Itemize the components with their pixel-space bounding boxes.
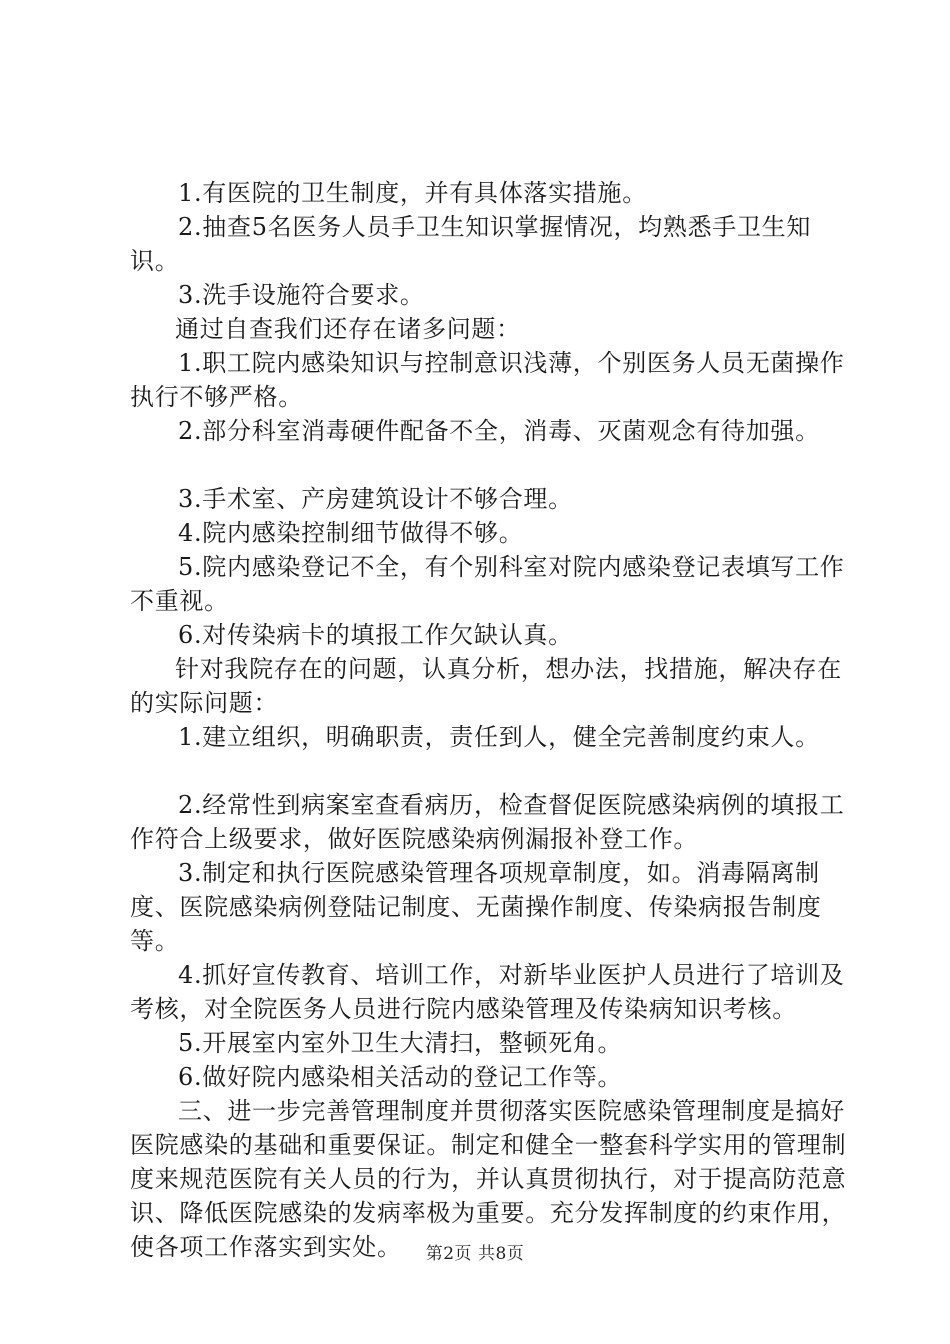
paragraph: 3.手术室、产房建筑设计不够合理。 [178, 485, 573, 513]
paragraph: 6.做好院内感染相关活动的登记工作等。 [178, 1063, 623, 1091]
paragraph: 2.抽查5名医务人员手卫生知识掌握情况，均熟悉手卫生知识。 [130, 213, 812, 275]
paragraph: 3.洗手设施符合要求。 [178, 281, 425, 309]
paragraph: 6.对传染病卡的填报工作欠缺认真。 [178, 621, 573, 649]
page-footer [0, 1243, 950, 1265]
paragraph: 针对我院存在的问题，认真分析，想办法，找措施，解决存在的实际问题： [130, 655, 842, 717]
paragraph: 通过自查我们还存在诸多问题： [175, 315, 521, 343]
paragraph: 4.院内感染控制细节做得不够。 [178, 519, 524, 547]
paragraph: 三、进一步完善管理制度并贯彻落实医院感染管理制度是搞好医院感染的基础和重要保证。制定和健全一整套科学实用的管理制度来规范医院有关人员的行为，并认真贯彻执行，对于提高防范意识、降低医院感染的发病率极为重要。充分发挥制度的约束作用，使各项工作落实到实处。 [130, 1097, 847, 1261]
paragraph: 2.经常性到病案室查看病历，检查督促医院感染病例的填报工作符合上级要求，做好医院感染病例漏报补登工作。 [130, 791, 845, 853]
paragraph: 1.职工院内感染知识与控制意识浅薄，个别医务人员无菌操作执行不够严格。 [130, 349, 845, 411]
page-number-label: 第2页 共8页 [425, 1244, 525, 1264]
paragraph: 1.有医院的卫生制度，并有具体落实措施。 [178, 179, 647, 207]
document-body [130, 176, 850, 1264]
paragraph: 2.部分科室消毒硬件配备不全，消毒、灭菌观念有待加强。 [178, 417, 820, 445]
paragraph: 1.建立组织，明确职责，责任到人，健全完善制度约束人。 [178, 723, 820, 751]
paragraph: 4.抓好宣传教育、培训工作，对新毕业医护人员进行了培训及考核，对全院医务人员进行院内感染管理及传染病知识考核。 [130, 961, 845, 1023]
paragraph: 5.开展室内室外卫生大清扫，整顿死角。 [178, 1029, 623, 1057]
paragraph: 5.院内感染登记不全，有个别科室对院内感染登记表填写工作不重视。 [130, 553, 845, 615]
paragraph: 3.制定和执行医院感染管理各项规章制度，如。消毒隔离制度、医院感染病例登陆记制度、无菌操作制度、传染病报告制度等。 [130, 859, 822, 955]
